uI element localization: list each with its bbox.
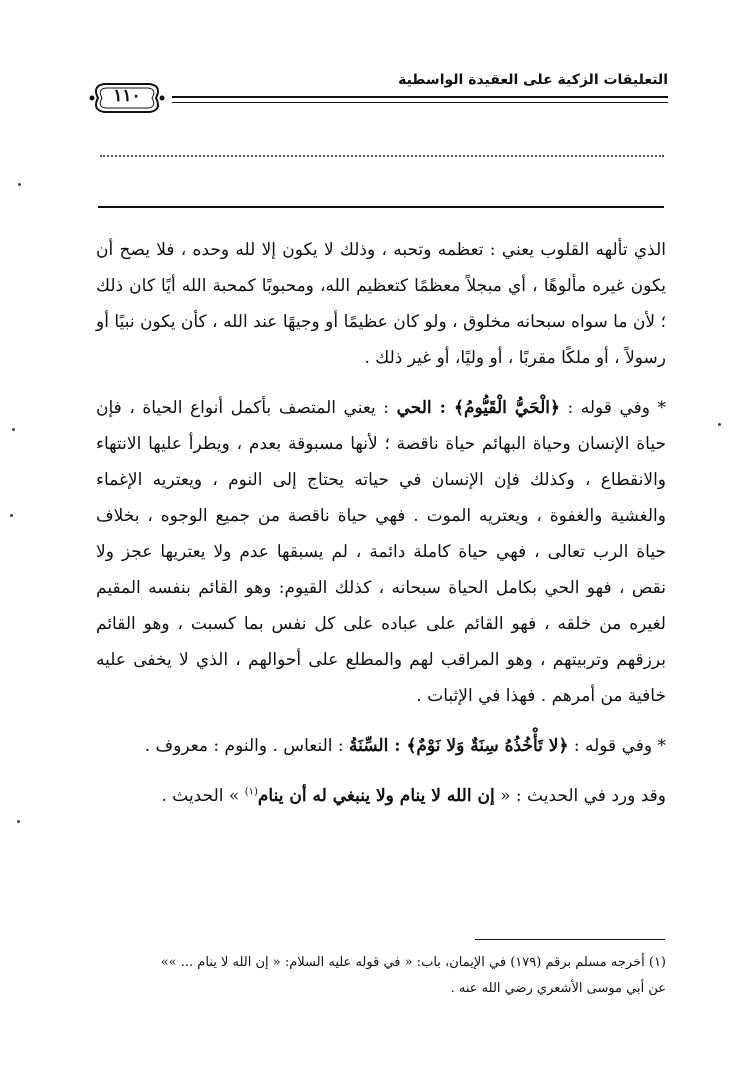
- paragraph-1: الذي تألهه القلوب يعني : تعظمه وتحبه ، وذلك لا يكون إلا لله وحده ، فلا يصح أن يكون غيره مألوهًا ، أي مبجلاً معظمًا كتعظيم الله، ومحبوبًا كمحبة الله أيًا كان ذلك ؛ لأن ما سواه سبحانه مخلوق ، ولو كان عظيمًا أو وجيهًا عند الله ، كأن يكون نبيًا أو رسولاً ، أو ملكًا مقربًا ، أو وليًا، أو غير ذلك .: [96, 240, 666, 368]
- main-text: [96, 232, 666, 828]
- scan-mark: [10, 514, 13, 517]
- p2-lead: * وفي قوله :: [559, 398, 666, 418]
- footnote-ref[interactable]: (١): [244, 786, 258, 798]
- hadith-text: إن الله لا ينام ولا ينبغي له أن ينام: [257, 786, 495, 806]
- p4-text: » الحديث .: [161, 786, 245, 806]
- term-sinah: : السِّنَةُ: [349, 736, 407, 756]
- scan-mark: [12, 428, 15, 431]
- term-hayy: : الحي: [396, 398, 454, 418]
- paragraph-3: [96, 728, 666, 764]
- footnote-rule: [475, 939, 665, 940]
- paragraph-2: [96, 390, 666, 714]
- top-rule: [98, 206, 664, 208]
- footnotes: [96, 950, 666, 1002]
- p3-text: : النعاس . والنوم : معروف .: [144, 736, 350, 756]
- p2-text: : يعني المتصف بأكمل أنواع الحياة ، فإن حياة الإنسان وحياة البهائم حياة ناقصة ؛ لأنها مسبوقة بعدم ، ويطرأ عليها الانتهاء والانقطاع ، وكذلك فإن الإنسان في حياته يحتاج إلى النوم ، ويعتريه الإغماء والغشية والغفوة ، ويعتريه الموت . فهي حياة ناقصة من جميع الوجوه ، بخلاف حياة الرب تعالى ، فهي حياة كاملة دائمة ، لم يسبقها عدم ولا يعتريها عجز ولا نقص ، فهو الحي بكامل الحياة سبحانه ، كذلك القيوم: وهو القائم بنفسه المقيم لغيره من خلقه ، فهو القائم على عباده على كل نفس بما كسبت ، وهو القائم برزقهم وتربيتهم ، وهو المراقب لهم والمطلع على أحوالهم ، الذي لا يخفى عليه خافية من أمرهم . فهذا في الإثبات .: [96, 398, 666, 706]
- scan-mark: [18, 183, 21, 186]
- quran-verse: ﴿لا تَأْخُذُهُ سِنَةٌ وَلا نَوْمٌ﴾: [406, 736, 569, 756]
- paragraph-4: [96, 778, 666, 814]
- dotted-separator: [100, 155, 664, 157]
- quran-verse: ﴿الْحَيُّ الْقَيُّومُ﴾: [453, 398, 560, 418]
- p3-lead: * وفي قوله :: [568, 736, 666, 756]
- running-title: التعليقات الزكية على العقيدة الواسطية: [398, 72, 668, 88]
- page-number-ornament: [88, 80, 166, 116]
- scan-mark: [718, 423, 721, 426]
- footnote-1-line2: عن أبي موسى الأشعري رضي الله عنه .: [450, 981, 666, 996]
- scan-mark: [17, 820, 20, 823]
- page-number: ١١٠: [113, 86, 141, 106]
- header-rule: [172, 96, 668, 103]
- p4-lead: وقد ورد في الحديث : «: [494, 786, 666, 806]
- footnote-1-line1: (١) أخرجه مسلم برقم (١٧٩) في الإيمان، باب: « في قوله عليه السلام: « إن الله لا ينام ... »»: [160, 955, 666, 970]
- page-header: [88, 70, 668, 120]
